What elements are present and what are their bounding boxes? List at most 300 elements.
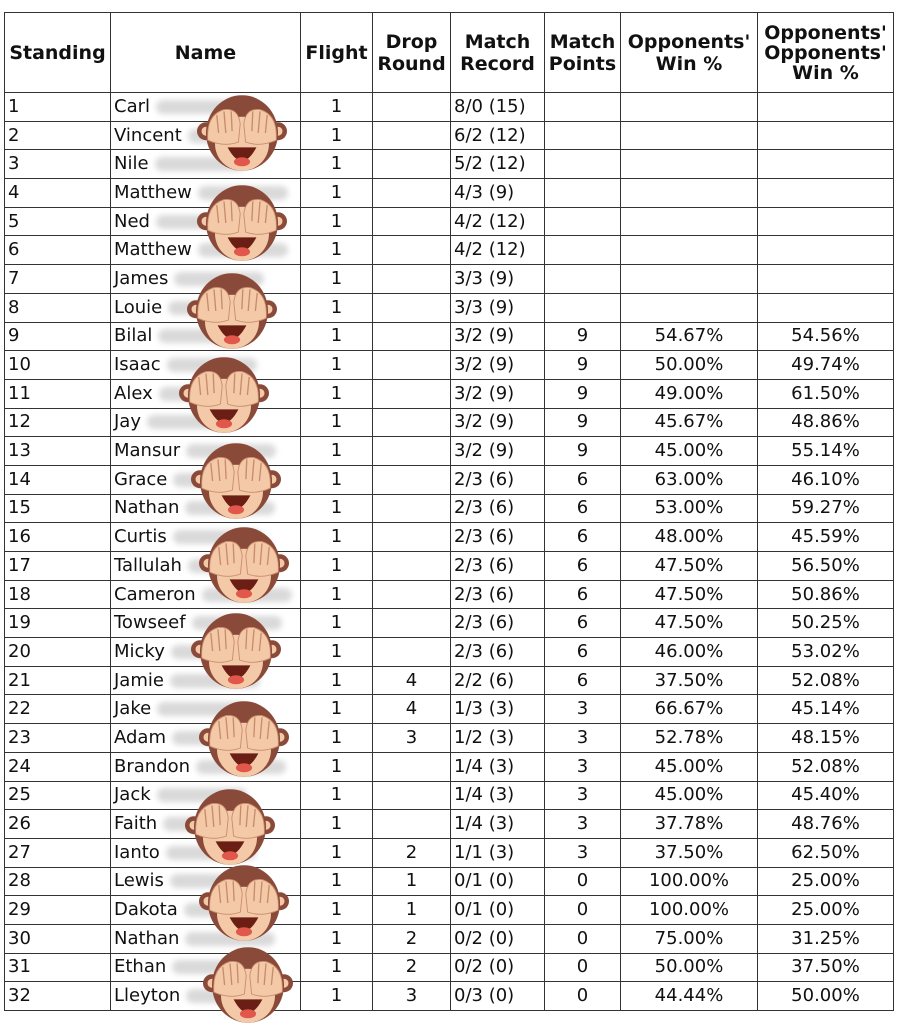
match-points-cell: 3 bbox=[545, 781, 621, 810]
flight-cell: 1 bbox=[301, 236, 373, 265]
match-points-cell: 6 bbox=[545, 580, 621, 609]
table-row bbox=[5, 408, 894, 437]
match-record-cell: 2/3 (6) bbox=[451, 609, 545, 638]
opponents-win-cell bbox=[621, 265, 758, 294]
drop-round-cell bbox=[373, 781, 451, 810]
name-cell bbox=[111, 265, 301, 294]
standing-cell: 2 bbox=[5, 121, 111, 150]
match-record-cell: 1/4 (3) bbox=[451, 752, 545, 781]
match-points-cell: 0 bbox=[545, 953, 621, 982]
flight-cell: 1 bbox=[301, 150, 373, 179]
flight-cell: 1 bbox=[301, 494, 373, 523]
match-points-cell bbox=[545, 236, 621, 265]
standing-cell: 16 bbox=[5, 523, 111, 552]
standing-cell: 30 bbox=[5, 924, 111, 953]
blurred-surname bbox=[156, 100, 246, 114]
match-record-cell: 8/0 (15) bbox=[451, 93, 545, 122]
opponents-opponents-win-cell: 52.08% bbox=[758, 666, 894, 695]
name-cell bbox=[111, 580, 301, 609]
standing-cell: 23 bbox=[5, 724, 111, 753]
flight-cell: 1 bbox=[301, 781, 373, 810]
opponents-opponents-win-cell bbox=[758, 265, 894, 294]
standing-cell: 1 bbox=[5, 93, 111, 122]
table-row bbox=[5, 265, 894, 294]
flight-cell: 1 bbox=[301, 838, 373, 867]
name-cell bbox=[111, 150, 301, 179]
match-points-cell bbox=[545, 121, 621, 150]
drop-round-cell bbox=[373, 437, 451, 466]
opponents-opponents-win-cell: 25.00% bbox=[758, 896, 894, 925]
flight-cell: 1 bbox=[301, 752, 373, 781]
opponents-opponents-win-cell: 50.25% bbox=[758, 609, 894, 638]
blurred-surname bbox=[163, 817, 253, 831]
table-row bbox=[5, 609, 894, 638]
drop-round-cell bbox=[373, 408, 451, 437]
header-match-record: Match Record bbox=[451, 13, 545, 93]
opponents-win-cell: 100.00% bbox=[621, 896, 758, 925]
match-record-cell: 2/3 (6) bbox=[451, 465, 545, 494]
flight-cell: 1 bbox=[301, 695, 373, 724]
blurred-surname bbox=[188, 129, 278, 143]
opponents-win-cell: 50.00% bbox=[621, 351, 758, 380]
opponents-win-cell bbox=[621, 150, 758, 179]
standing-cell: 28 bbox=[5, 867, 111, 896]
table-row bbox=[5, 379, 894, 408]
match-record-cell: 3/2 (9) bbox=[451, 437, 545, 466]
opponents-win-cell: 37.50% bbox=[621, 666, 758, 695]
name-cell bbox=[111, 379, 301, 408]
opponents-opponents-win-cell: 45.40% bbox=[758, 781, 894, 810]
table-row bbox=[5, 810, 894, 839]
match-points-cell: 9 bbox=[545, 351, 621, 380]
header-flight: Flight bbox=[301, 13, 373, 93]
standing-cell: 18 bbox=[5, 580, 111, 609]
match-points-cell: 3 bbox=[545, 695, 621, 724]
blurred-surname bbox=[185, 932, 275, 946]
player-first-name: Adam bbox=[114, 726, 166, 748]
standing-cell: 24 bbox=[5, 752, 111, 781]
match-record-cell: 2/3 (6) bbox=[451, 638, 545, 667]
name-cell bbox=[111, 695, 301, 724]
table-row bbox=[5, 523, 894, 552]
table-row bbox=[5, 924, 894, 953]
flight-cell: 1 bbox=[301, 322, 373, 351]
table-row bbox=[5, 322, 894, 351]
match-record-cell: 4/2 (12) bbox=[451, 207, 545, 236]
player-first-name: Ned bbox=[114, 210, 150, 232]
opponents-opponents-win-cell: 59.27% bbox=[758, 494, 894, 523]
name-cell bbox=[111, 924, 301, 953]
opponents-win-cell: 45.00% bbox=[621, 781, 758, 810]
blurred-surname bbox=[167, 358, 257, 372]
standings-table bbox=[4, 12, 894, 1011]
drop-round-cell: 1 bbox=[373, 867, 451, 896]
table-row bbox=[5, 351, 894, 380]
blurred-surname bbox=[196, 760, 286, 774]
table-row bbox=[5, 953, 894, 982]
table-row bbox=[5, 465, 894, 494]
match-points-cell: 3 bbox=[545, 838, 621, 867]
flight-cell: 1 bbox=[301, 265, 373, 294]
flight-cell: 1 bbox=[301, 523, 373, 552]
header-opponents-win: Opponents' Win % bbox=[621, 13, 758, 93]
blurred-surname bbox=[198, 186, 288, 200]
match-points-cell: 6 bbox=[545, 638, 621, 667]
match-record-cell: 0/1 (0) bbox=[451, 896, 545, 925]
flight-cell: 1 bbox=[301, 179, 373, 208]
opponents-win-cell: 53.00% bbox=[621, 494, 758, 523]
flight-cell: 1 bbox=[301, 379, 373, 408]
standing-cell: 5 bbox=[5, 207, 111, 236]
match-points-cell: 6 bbox=[545, 666, 621, 695]
flight-cell: 1 bbox=[301, 437, 373, 466]
player-first-name: James bbox=[114, 267, 169, 289]
table-row bbox=[5, 293, 894, 322]
opponents-win-cell: 47.50% bbox=[621, 609, 758, 638]
table-row bbox=[5, 494, 894, 523]
table-row bbox=[5, 695, 894, 724]
name-cell bbox=[111, 609, 301, 638]
match-points-cell: 0 bbox=[545, 867, 621, 896]
drop-round-cell bbox=[373, 150, 451, 179]
opponents-win-cell: 47.50% bbox=[621, 580, 758, 609]
match-points-cell: 6 bbox=[545, 523, 621, 552]
name-cell bbox=[111, 437, 301, 466]
standing-cell: 10 bbox=[5, 351, 111, 380]
match-record-cell: 1/1 (3) bbox=[451, 838, 545, 867]
player-first-name: Towseef bbox=[114, 612, 186, 634]
match-record-cell: 3/2 (9) bbox=[451, 408, 545, 437]
match-points-cell: 6 bbox=[545, 465, 621, 494]
opponents-win-cell: 45.00% bbox=[621, 437, 758, 466]
blurred-surname bbox=[166, 846, 256, 860]
player-first-name: Matthew bbox=[114, 181, 192, 203]
table-row bbox=[5, 781, 894, 810]
table-row bbox=[5, 179, 894, 208]
drop-round-cell bbox=[373, 609, 451, 638]
match-record-cell: 2/3 (6) bbox=[451, 552, 545, 581]
standing-cell: 12 bbox=[5, 408, 111, 437]
name-cell bbox=[111, 638, 301, 667]
opponents-win-cell: 45.00% bbox=[621, 752, 758, 781]
player-first-name: Dakota bbox=[114, 899, 178, 921]
drop-round-cell bbox=[373, 810, 451, 839]
flight-cell: 1 bbox=[301, 953, 373, 982]
standing-cell: 32 bbox=[5, 982, 111, 1011]
player-first-name: Carl bbox=[114, 95, 150, 117]
blurred-surname bbox=[170, 674, 260, 688]
table-row bbox=[5, 838, 894, 867]
match-points-cell: 9 bbox=[545, 322, 621, 351]
standing-cell: 22 bbox=[5, 695, 111, 724]
blurred-surname bbox=[202, 588, 292, 602]
name-cell bbox=[111, 982, 301, 1011]
opponents-win-cell: 100.00% bbox=[621, 867, 758, 896]
flight-cell: 1 bbox=[301, 982, 373, 1011]
player-first-name: Grace bbox=[114, 468, 168, 490]
drop-round-cell bbox=[373, 236, 451, 265]
player-first-name: Tallulah bbox=[114, 554, 182, 576]
drop-round-cell bbox=[373, 322, 451, 351]
name-cell bbox=[111, 293, 301, 322]
standings-body bbox=[5, 93, 894, 1011]
standing-cell: 26 bbox=[5, 810, 111, 839]
standing-cell: 13 bbox=[5, 437, 111, 466]
standing-cell: 3 bbox=[5, 150, 111, 179]
opponents-win-cell bbox=[621, 121, 758, 150]
match-record-cell: 5/2 (12) bbox=[451, 150, 545, 179]
table-row bbox=[5, 93, 894, 122]
flight-cell: 1 bbox=[301, 867, 373, 896]
player-first-name: Alex bbox=[114, 382, 153, 404]
player-first-name: Brandon bbox=[114, 755, 191, 777]
blurred-surname bbox=[186, 444, 276, 458]
header-name: Name bbox=[111, 13, 301, 93]
opponents-win-cell: 44.44% bbox=[621, 982, 758, 1011]
player-first-name: Jay bbox=[114, 411, 141, 433]
blurred-surname bbox=[172, 960, 262, 974]
match-record-cell: 1/3 (3) bbox=[451, 695, 545, 724]
name-cell bbox=[111, 953, 301, 982]
opponents-win-cell: 54.67% bbox=[621, 322, 758, 351]
blurred-surname bbox=[186, 989, 276, 1003]
match-points-cell bbox=[545, 207, 621, 236]
flight-cell: 1 bbox=[301, 724, 373, 753]
match-record-cell: 0/2 (0) bbox=[451, 924, 545, 953]
flight-cell: 1 bbox=[301, 896, 373, 925]
player-first-name: Louie bbox=[114, 296, 163, 318]
player-first-name: Vincent bbox=[114, 124, 182, 146]
opponents-win-cell bbox=[621, 236, 758, 265]
match-points-cell: 3 bbox=[545, 810, 621, 839]
name-cell bbox=[111, 408, 301, 437]
flight-cell: 1 bbox=[301, 408, 373, 437]
blurred-surname bbox=[147, 415, 237, 429]
opponents-win-cell bbox=[621, 93, 758, 122]
match-record-cell: 1/4 (3) bbox=[451, 781, 545, 810]
drop-round-cell bbox=[373, 638, 451, 667]
standing-cell: 31 bbox=[5, 953, 111, 982]
player-first-name: Nile bbox=[114, 153, 149, 175]
blurred-surname bbox=[157, 702, 247, 716]
standing-cell: 17 bbox=[5, 552, 111, 581]
blurred-surname bbox=[174, 272, 264, 286]
drop-round-cell bbox=[373, 207, 451, 236]
table-row bbox=[5, 121, 894, 150]
name-cell bbox=[111, 207, 301, 236]
name-cell bbox=[111, 322, 301, 351]
flight-cell: 1 bbox=[301, 609, 373, 638]
match-points-cell bbox=[545, 179, 621, 208]
name-cell bbox=[111, 121, 301, 150]
name-cell bbox=[111, 896, 301, 925]
opponents-opponents-win-cell: 54.56% bbox=[758, 322, 894, 351]
opponents-opponents-win-cell: 45.59% bbox=[758, 523, 894, 552]
standing-cell: 8 bbox=[5, 293, 111, 322]
blurred-surname bbox=[171, 645, 261, 659]
blurred-surname bbox=[168, 301, 258, 315]
blurred-surname bbox=[157, 788, 247, 802]
blurred-surname bbox=[188, 559, 278, 573]
opponents-opponents-win-cell: 56.50% bbox=[758, 552, 894, 581]
player-first-name: Lewis bbox=[114, 870, 164, 892]
drop-round-cell bbox=[373, 379, 451, 408]
table-row bbox=[5, 752, 894, 781]
header-opponents-opponents-win: Opponents' Opponents' Win % bbox=[758, 13, 894, 93]
standing-cell: 14 bbox=[5, 465, 111, 494]
name-cell bbox=[111, 552, 301, 581]
name-cell bbox=[111, 465, 301, 494]
player-first-name: Bilal bbox=[114, 325, 153, 347]
standing-cell: 6 bbox=[5, 236, 111, 265]
opponents-win-cell: 50.00% bbox=[621, 953, 758, 982]
header-row bbox=[5, 13, 894, 93]
player-first-name: Jamie bbox=[114, 669, 164, 691]
opponents-opponents-win-cell: 25.00% bbox=[758, 867, 894, 896]
opponents-win-cell: 47.50% bbox=[621, 552, 758, 581]
opponents-win-cell: 75.00% bbox=[621, 924, 758, 953]
table-row bbox=[5, 896, 894, 925]
match-points-cell bbox=[545, 293, 621, 322]
drop-round-cell bbox=[373, 265, 451, 294]
standing-cell: 9 bbox=[5, 322, 111, 351]
flight-cell: 1 bbox=[301, 121, 373, 150]
match-points-cell: 6 bbox=[545, 609, 621, 638]
drop-round-cell bbox=[373, 523, 451, 552]
opponents-win-cell: 49.00% bbox=[621, 379, 758, 408]
match-record-cell: 1/2 (3) bbox=[451, 724, 545, 753]
table-row bbox=[5, 666, 894, 695]
match-record-cell: 0/3 (0) bbox=[451, 982, 545, 1011]
player-first-name: Ianto bbox=[114, 841, 160, 863]
standing-cell: 4 bbox=[5, 179, 111, 208]
match-record-cell: 0/1 (0) bbox=[451, 867, 545, 896]
standing-cell: 29 bbox=[5, 896, 111, 925]
flight-cell: 1 bbox=[301, 924, 373, 953]
flight-cell: 1 bbox=[301, 465, 373, 494]
match-points-cell: 3 bbox=[545, 752, 621, 781]
name-cell bbox=[111, 351, 301, 380]
flight-cell: 1 bbox=[301, 293, 373, 322]
player-first-name: Nathan bbox=[114, 497, 180, 519]
blurred-surname bbox=[172, 731, 262, 745]
match-points-cell: 6 bbox=[545, 494, 621, 523]
match-record-cell: 3/2 (9) bbox=[451, 351, 545, 380]
opponents-opponents-win-cell bbox=[758, 179, 894, 208]
match-record-cell: 3/2 (9) bbox=[451, 322, 545, 351]
table-row bbox=[5, 580, 894, 609]
blurred-surname bbox=[198, 243, 288, 257]
drop-round-cell bbox=[373, 465, 451, 494]
opponents-opponents-win-cell bbox=[758, 293, 894, 322]
standing-cell: 27 bbox=[5, 838, 111, 867]
name-cell bbox=[111, 724, 301, 753]
drop-round-cell: 4 bbox=[373, 695, 451, 724]
drop-round-cell: 1 bbox=[373, 896, 451, 925]
header-drop-round: Drop Round bbox=[373, 13, 451, 93]
match-record-cell: 2/3 (6) bbox=[451, 580, 545, 609]
match-points-cell bbox=[545, 150, 621, 179]
header-match-points: Match Points bbox=[545, 13, 621, 93]
table-row bbox=[5, 207, 894, 236]
match-record-cell: 2/3 (6) bbox=[451, 494, 545, 523]
blurred-surname bbox=[173, 473, 263, 487]
opponents-opponents-win-cell bbox=[758, 236, 894, 265]
player-first-name: Lleyton bbox=[114, 985, 181, 1007]
blurred-surname bbox=[185, 501, 275, 515]
opponents-opponents-win-cell: 49.74% bbox=[758, 351, 894, 380]
blurred-surname bbox=[173, 530, 263, 544]
opponents-opponents-win-cell: 53.02% bbox=[758, 638, 894, 667]
drop-round-cell: 3 bbox=[373, 982, 451, 1011]
player-first-name: Ethan bbox=[114, 956, 167, 978]
drop-round-cell bbox=[373, 293, 451, 322]
table-row bbox=[5, 867, 894, 896]
standing-cell: 7 bbox=[5, 265, 111, 294]
match-points-cell: 9 bbox=[545, 379, 621, 408]
name-cell bbox=[111, 494, 301, 523]
blurred-surname bbox=[158, 329, 248, 343]
name-cell bbox=[111, 179, 301, 208]
name-cell bbox=[111, 810, 301, 839]
match-points-cell: 0 bbox=[545, 982, 621, 1011]
player-first-name: Curtis bbox=[114, 526, 167, 548]
standing-cell: 19 bbox=[5, 609, 111, 638]
drop-round-cell bbox=[373, 552, 451, 581]
opponents-win-cell: 37.78% bbox=[621, 810, 758, 839]
drop-round-cell bbox=[373, 580, 451, 609]
opponents-win-cell: 45.67% bbox=[621, 408, 758, 437]
name-cell bbox=[111, 838, 301, 867]
opponents-opponents-win-cell bbox=[758, 93, 894, 122]
match-record-cell: 4/3 (9) bbox=[451, 179, 545, 208]
match-points-cell: 3 bbox=[545, 724, 621, 753]
match-points-cell: 9 bbox=[545, 408, 621, 437]
match-record-cell: 6/2 (12) bbox=[451, 121, 545, 150]
drop-round-cell: 4 bbox=[373, 666, 451, 695]
opponents-win-cell: 66.67% bbox=[621, 695, 758, 724]
player-first-name: Faith bbox=[114, 813, 158, 835]
name-cell bbox=[111, 867, 301, 896]
name-cell bbox=[111, 781, 301, 810]
opponents-win-cell bbox=[621, 207, 758, 236]
table-row bbox=[5, 724, 894, 753]
opponents-opponents-win-cell: 55.14% bbox=[758, 437, 894, 466]
match-record-cell: 4/2 (12) bbox=[451, 236, 545, 265]
match-points-cell: 0 bbox=[545, 896, 621, 925]
blurred-surname bbox=[184, 903, 274, 917]
opponents-win-cell: 48.00% bbox=[621, 523, 758, 552]
player-first-name: Jake bbox=[114, 698, 152, 720]
header-standing: Standing bbox=[5, 13, 111, 93]
match-points-cell bbox=[545, 265, 621, 294]
drop-round-cell bbox=[373, 494, 451, 523]
flight-cell: 1 bbox=[301, 93, 373, 122]
match-points-cell bbox=[545, 93, 621, 122]
match-record-cell: 2/3 (6) bbox=[451, 523, 545, 552]
table-row bbox=[5, 638, 894, 667]
name-cell bbox=[111, 752, 301, 781]
opponents-opponents-win-cell bbox=[758, 150, 894, 179]
player-first-name: Micky bbox=[114, 640, 165, 662]
standing-cell: 25 bbox=[5, 781, 111, 810]
standing-cell: 15 bbox=[5, 494, 111, 523]
blurred-surname bbox=[156, 215, 246, 229]
opponents-win-cell bbox=[621, 179, 758, 208]
player-first-name: Mansur bbox=[114, 440, 181, 462]
opponents-opponents-win-cell: 62.50% bbox=[758, 838, 894, 867]
opponents-win-cell: 52.78% bbox=[621, 724, 758, 753]
